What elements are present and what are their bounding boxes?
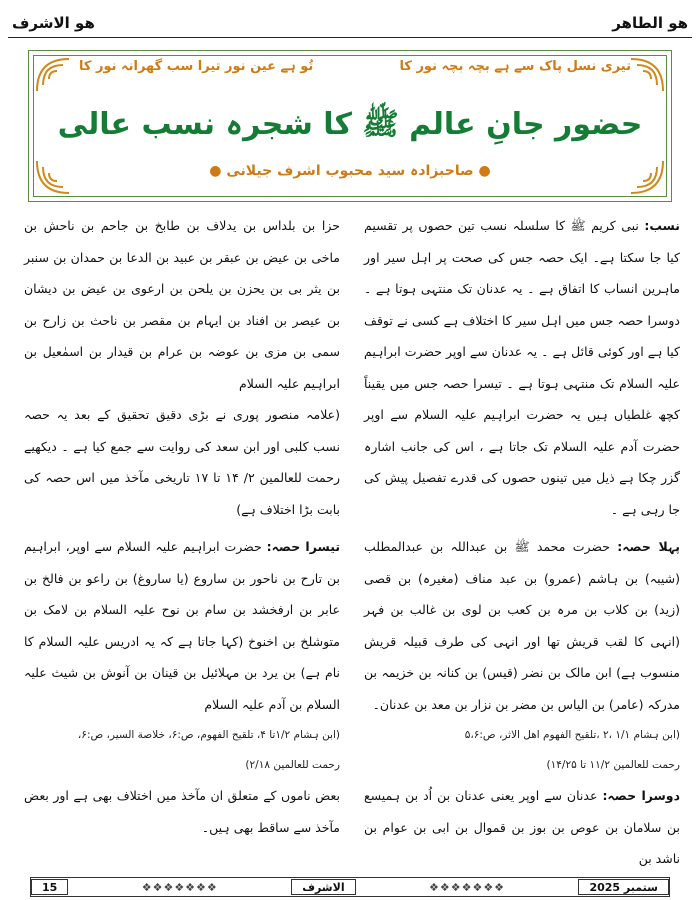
magazine-name: الاشرف [291,879,355,895]
corner-ornament-icon [629,57,665,93]
first-part-reference-2: رحمت للعالمین ۱۱/۲ تا ۱۴/۲۵) [546,759,680,771]
title-box [28,50,672,202]
right-column [364,210,680,875]
third-part-reference-2: رحمت للعالمین ۲/۱۸) [245,759,340,771]
article-title: حضور جانِ عالم ﷺ کا شجرہ نسب عالی [57,107,643,142]
first-part-label: پہلا حصہ: [617,539,680,554]
author-line: ● صاحبزادہ سید محبوب اشرف جیلانی ● [209,163,491,179]
first-part-reference: (ابن ہشام ۱/۱ ،۲ ،تلقیح الفهوم اهل الاثر، ص:۵،۶ [464,729,680,741]
first-part-paragraph [364,531,680,720]
header-rule [8,37,692,38]
page-footer [30,877,670,897]
header-left-tag: هو الاشرف [12,14,95,32]
running-header [8,10,692,36]
issue-month: ستمبر 2025 [578,879,668,895]
second-part-paragraph [364,780,680,875]
intro-label: نسب: [644,218,680,233]
third-part-paragraph [24,531,340,720]
footer-ornament-icon: ❖❖❖❖❖❖❖ [141,880,218,894]
left-column [24,210,340,843]
second-part-label: دوسرا حصہ: [602,788,680,803]
corner-ornament-icon [35,57,71,93]
first-part-text: حضرت محمد ﷺ بن عبداللہ بن عبدالمطلب (شیبہ) بن ہاشم (عمرو) بن عبد مناف (مغیرہ) بن قصی (زید) بن کلاب بن مرہ بن کعب بن لوی بن غالب بن فہر (انہی کا لقب قریش تھا اور انہی کی طرف قبیلہ قریش منسوب ہے) ابن مالک بن نضر (قیس) بن کنانہ بن خزیمہ بن مدرکہ (عامر) بن الیاس بن مضر بن نزار بن معد بن عدنان۔ [364,539,680,712]
third-part-label: تیسرا حصہ: [266,539,341,554]
intro-text: نبی کریم ﷺ کا سلسلہ نسب تین حصوں پر تقسیم کیا جا سکتا ہے۔ ایک حصہ جس کی صحت پر اہل سیر اور ماہرین انساب کا اتفاق ہے ۔ یہ عدنان تک منتہی ہوتا ہے ۔ دوسرا حصہ جس میں اہل سیر کا اختلاف ہے کسی نے توقف کیا ہے اور کوئی قائل ہے ۔ یہ عدنان سے اوپر حضرت ابراہیم علیہ السلام تک منتہی ہوتا ہے ۔ تیسرا حصہ جس میں یقیناً کچھ غلطیاں ہیں یہ حضرت ابراہیم علیہ السلام سے اوپر حضرت آدم علیہ السلام تک جاتا ہے ، اس کی جانب اشارہ گزر چکا ہے ذیل میں تینوں حصوں کی قدرے تفصیل پیش کی جا رہی ہے ۔ [364,218,680,517]
continuation-note: (علامہ منصور پوری نے بڑی دقیق تحقیق کے بعد یہ حصہ نسب کلبی اور ابن سعد کی روایت سے جمع کیا ہے ۔ دیکھیے رحمت للعالمین ۲/ ۱۴ تا ۱۷ تاریخی مآخذ میں اس حصہ کی بابت بڑا اختلاف ہے) [24,407,341,517]
footer-ornament-icon: ❖❖❖❖❖❖❖ [429,880,506,894]
page-number: 15 [31,879,68,895]
header-right-tag: هو الطاهر [612,14,688,32]
third-part-text: حضرت ابراہیم علیہ السلام سے اوپر، ابراہیم بن تارح بن ناحور بن ساروع (یا ساروغ) بن راعو بن فالخ بن عابر بن ارفخشد بن سام بن نوح علیہ السلام بن لامک بن متوشلخ بن اخنوخ (کہا جاتا ہے کہ یہ ادریس علیہ السلام کا نام ہے) بن یرد بن مہلائیل بن قینان بن آنوش بن شیث علیہ السلام بن آدم علیہ السلام [24,539,340,712]
tagline-right: تیری نسل پاک سے ہے بچہ بچہ نور کا [399,59,631,74]
tagline-left: تُو ہے عین نور تیرا سب گھرانہ نور کا [79,59,314,74]
intro-paragraph [364,210,680,525]
closing-note: بعض ناموں کے متعلق ان مآخذ میں اختلاف بھی ہے اور بعض مآخذ سے ساقط بھی ہیں۔ [24,788,340,835]
third-part-reference: (ابن ہشام ۱/۲تا ۴، تلقیح الفهوم، ص:۶، خلاصة السیر، ص:۶، [77,729,340,741]
author-name: صاحبزادہ سید محبوب اشرف جیلانی [226,163,474,179]
continuation-paragraph: حزا بن بلداس بن یدلاف بن طابخ بن جاحم بن ناحش بن ماخی بن عیض بن عبقر بن عبید بن الدعا بن حمدان بن سنبر بن یثر بی بن یحزن بن یلحن بن ارعوی بن عیض بن دیشان بن عیصر بن افناد بن ایہام بن مقصر بن ناحث بن زارح بن سمی بن مزی بن عوضہ بن عرام بن قیدار بن اسمٰعیل بن ابراہیم علیہ السلام [24,218,340,391]
second-part-text: عدنان سے اوپر یعنی عدنان بن اُد بن ہمیسع بن سلامان بن عوص بن بوز بن قموال بن ابی بن عوام بن ناشد بن [364,788,680,866]
